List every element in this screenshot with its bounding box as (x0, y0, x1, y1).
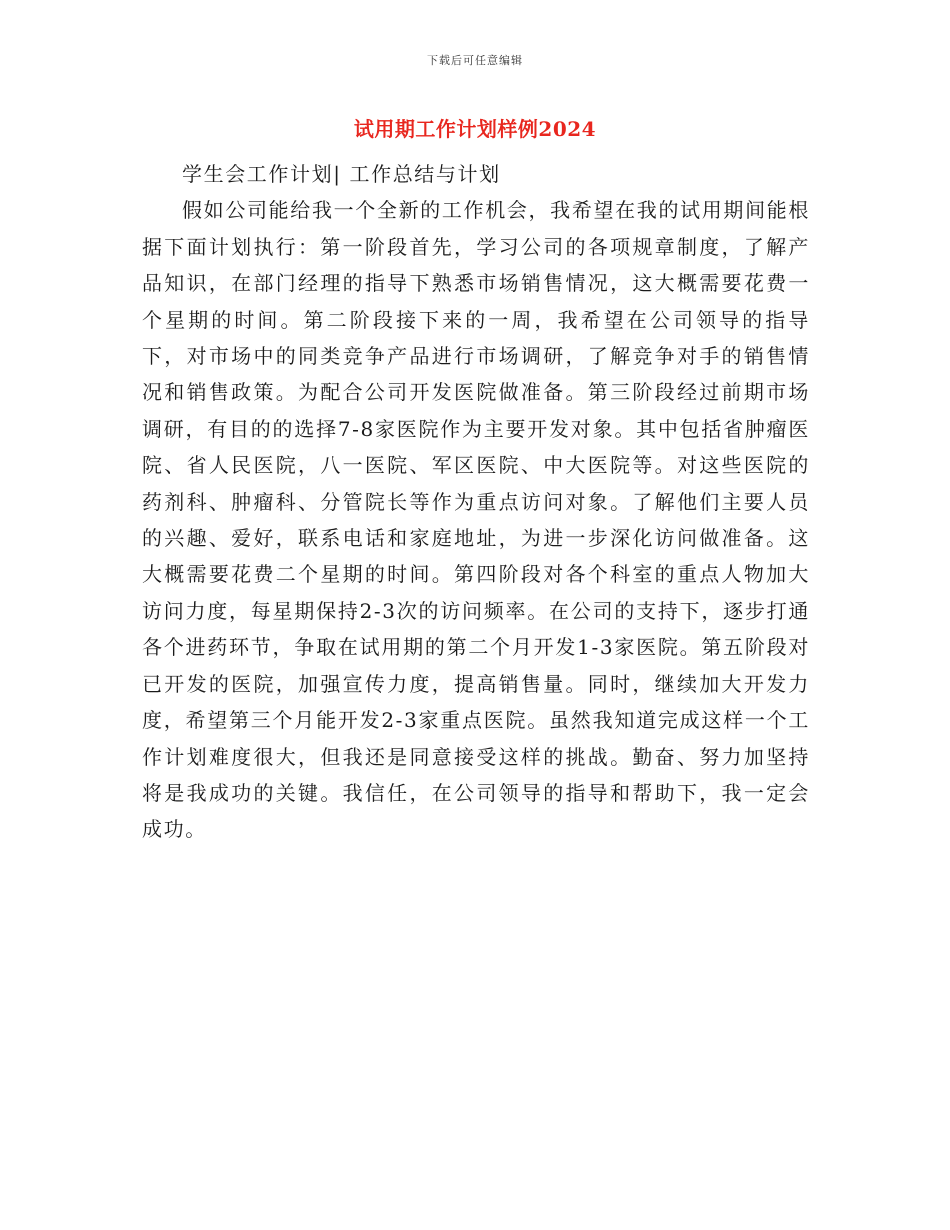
document-title: 试用期工作计划样例2024 (353, 117, 597, 141)
body-paragraph: 假如公司能给我一个全新的工作机会，我希望在我的试用期间能根据下面计划执行：第一阶段首先，学习公司的各项规章制度，了解产品知识，在部门经理的指导下熟悉市场销售情况，这大概需要花费一个星期的时间。第二阶段接下来的一周，我希望在公司领导的指导下，对市场中的同类竞争产品进行市场调研，了解竞争对手的销售情况和销售政策。为配合公司开发医院做准备。第三阶段经过前期市场调研，有目的的选择7-8家医院作为主要开发对象。其中包括省肿瘤医院、省人民医院，八一医院、军区医院、中大医院等。对这些医院的药剂科、肿瘤科、分管院长等作为重点访问对象。了解他们主要人员的兴趣、爱好，联系电话和家庭地址，为进一步深化访问做准备。这大概需要花费二个星期的时间。第四阶段对各个科室的重点人物加大访问力度，每星期保持2-3次的访问频率。在公司的支持下，逐步打通各个进药环节，争取在试用期的第二个月开发1-3家医院。第五阶段对已开发的医院，加强宣传力度，提高销售量。同时，继续加大开发力度，希望第三个月能开发2-3家重点医院。虽然我知道完成这样一个工作计划难度很大，但我还是同意接受这样的挑战。勤奋、努力加坚持将是我成功的关键。我信任，在公司领导的指导和帮助下，我一定会成功。 (142, 198, 810, 842)
subtitle-line: 学生会工作计划| 工作总结与计划 (182, 162, 501, 186)
page-header: 下载后可任意编辑 (427, 54, 523, 67)
document-body (142, 156, 810, 848)
